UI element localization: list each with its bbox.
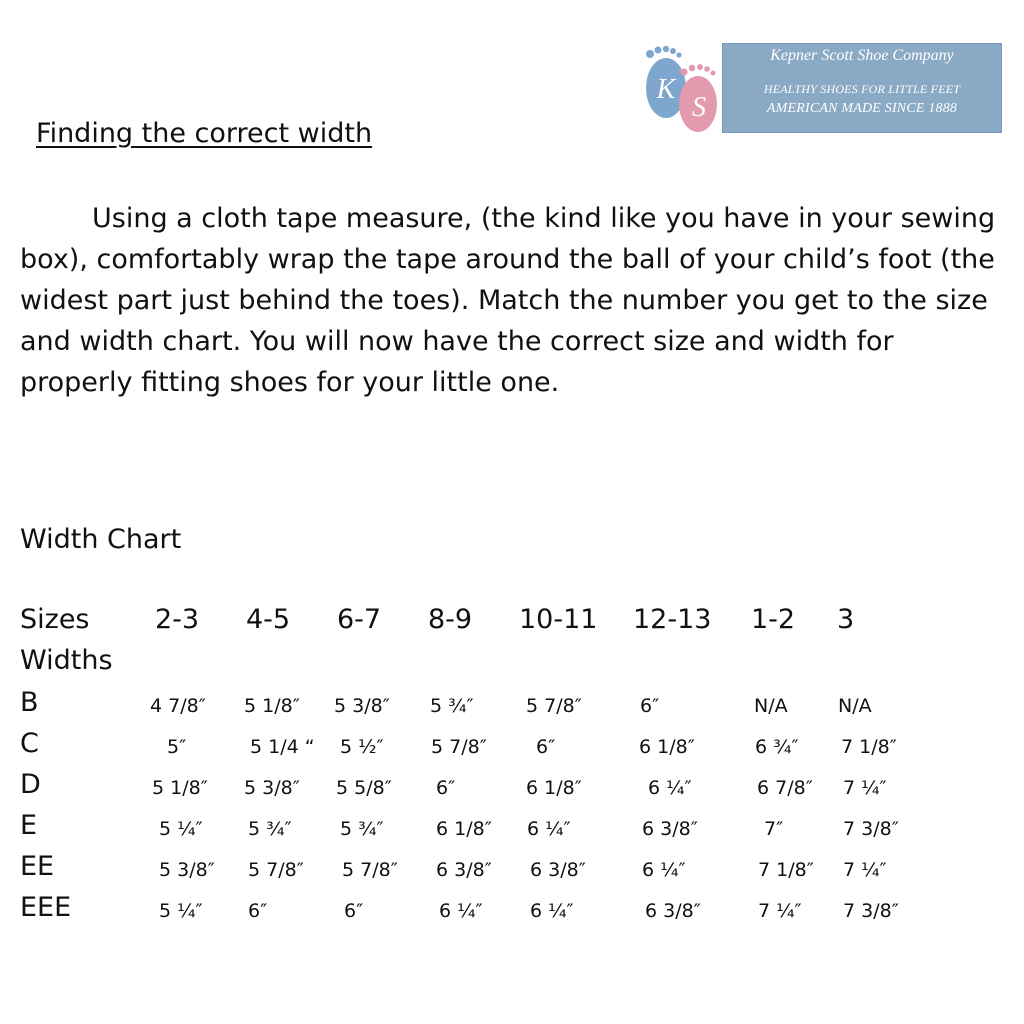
size-header: 12-13 <box>633 604 712 635</box>
instructions-line: and width chart. You will now have the correct size and width for <box>20 326 894 357</box>
width-measurement-cell: 5 1/8″ <box>244 695 300 717</box>
sizes-label: Sizes <box>20 604 90 635</box>
size-header: 6-7 <box>337 604 382 635</box>
width-measurement-cell: 5 1/8″ <box>152 777 208 799</box>
width-measurement-cell: 5 3/8″ <box>159 859 215 881</box>
size-header: 2-3 <box>155 604 200 635</box>
size-header: 4-5 <box>246 604 291 635</box>
size-header: 10-11 <box>519 604 598 635</box>
width-measurement-cell: 7 1/8″ <box>841 736 897 758</box>
width-measurement-cell: N/A <box>838 695 872 717</box>
logo-banner <box>722 43 1002 133</box>
width-measurement-cell: 6 ¼″ <box>642 859 686 881</box>
width-measurement-cell: 6″ <box>640 695 660 717</box>
width-row-label: C <box>20 728 39 759</box>
width-measurement-cell: 7 ¼″ <box>843 777 887 799</box>
width-measurement-cell: 7 ¼″ <box>843 859 887 881</box>
width-measurement-cell: 6 1/8″ <box>526 777 582 799</box>
width-measurement-cell: 7 ¼″ <box>758 900 802 922</box>
size-header: 1-2 <box>751 604 796 635</box>
width-row-label: EE <box>20 851 55 882</box>
width-measurement-cell: 6 ¾″ <box>755 736 799 758</box>
instructions-line: box), comfortably wrap the tape around the ball of your child’s foot (the <box>20 244 995 275</box>
size-header: 8-9 <box>428 604 473 635</box>
width-measurement-cell: 5 ¼″ <box>159 818 203 840</box>
page-heading: Finding the correct width <box>36 118 373 149</box>
width-measurement-cell: 7 1/8″ <box>758 859 814 881</box>
width-measurement-cell: 5 7/8″ <box>342 859 398 881</box>
width-measurement-cell: 6 ¼″ <box>439 900 483 922</box>
logo-tagline-healthy: HEALTHY SHOES FOR LITTLE FEET <box>763 82 961 96</box>
width-measurement-cell: 5″ <box>167 736 187 758</box>
width-measurement-cell: 5 ¾″ <box>430 695 474 717</box>
width-measurement-cell: 7 3/8″ <box>843 900 899 922</box>
width-measurement-cell: 7″ <box>764 818 784 840</box>
width-measurement-cell: 6″ <box>248 900 268 922</box>
instructions-paragraph <box>20 198 1010 403</box>
width-measurement-cell: 6 3/8″ <box>642 818 698 840</box>
width-measurement-cell: 6 3/8″ <box>436 859 492 881</box>
width-row-label: B <box>20 687 39 718</box>
width-measurement-cell: 4 7/8″ <box>150 695 206 717</box>
width-measurement-cell: 6 ¼″ <box>648 777 692 799</box>
width-measurement-cell: 5 3/8″ <box>244 777 300 799</box>
width-measurement-cell: 5 1/4 “ <box>250 736 315 758</box>
width-measurement-cell: 5 7/8″ <box>431 736 487 758</box>
width-measurement-cell: 5 ½″ <box>340 736 384 758</box>
width-measurement-cell: 6 1/8″ <box>436 818 492 840</box>
width-measurement-cell: 6 ¼″ <box>527 818 571 840</box>
instructions-line: properly fitting shoes for your little one. <box>20 367 560 398</box>
width-measurement-cell: N/A <box>754 695 788 717</box>
width-measurement-cell: 5 5/8″ <box>336 777 392 799</box>
size-header: 3 <box>837 604 855 635</box>
width-measurement-cell: 6 ¼″ <box>530 900 574 922</box>
baby-feet-logo-icon <box>636 40 724 136</box>
company-logo <box>636 40 1002 136</box>
logo-company-name: Kepner Scott Shoe Company <box>770 47 954 64</box>
width-measurement-cell: 6 1/8″ <box>639 736 695 758</box>
width-row-label: D <box>20 769 41 800</box>
width-measurement-cell: 7 3/8″ <box>843 818 899 840</box>
width-measurement-cell: 5 ¼″ <box>159 900 203 922</box>
width-measurement-cell: 6″ <box>436 777 456 799</box>
widths-label: Widths <box>20 645 113 676</box>
width-measurement-cell: 5 3/8″ <box>334 695 390 717</box>
logo-letter-s: S <box>692 92 706 123</box>
instructions-line: Using a cloth tape measure, (the kind like you have in your sewing <box>92 203 996 234</box>
width-measurement-cell: 5 7/8″ <box>248 859 304 881</box>
width-measurement-cell: 5 7/8″ <box>526 695 582 717</box>
width-row-label: EEE <box>20 892 72 923</box>
width-measurement-cell: 6″ <box>344 900 364 922</box>
width-measurement-cell: 5 ¾″ <box>340 818 384 840</box>
width-chart-title: Width Chart <box>20 524 182 555</box>
width-row-label: E <box>20 810 38 841</box>
width-measurement-cell: 6 3/8″ <box>645 900 701 922</box>
width-measurement-cell: 6″ <box>536 736 556 758</box>
logo-letter-k: K <box>656 74 676 105</box>
instructions-line: widest part just behind the toes). Match the number you get to the size <box>20 285 988 316</box>
width-measurement-cell: 5 ¾″ <box>248 818 292 840</box>
width-measurement-cell: 6 7/8″ <box>757 777 813 799</box>
width-measurement-cell: 6 3/8″ <box>530 859 586 881</box>
logo-tagline-american: AMERICAN MADE SINCE 1888 <box>766 101 958 116</box>
